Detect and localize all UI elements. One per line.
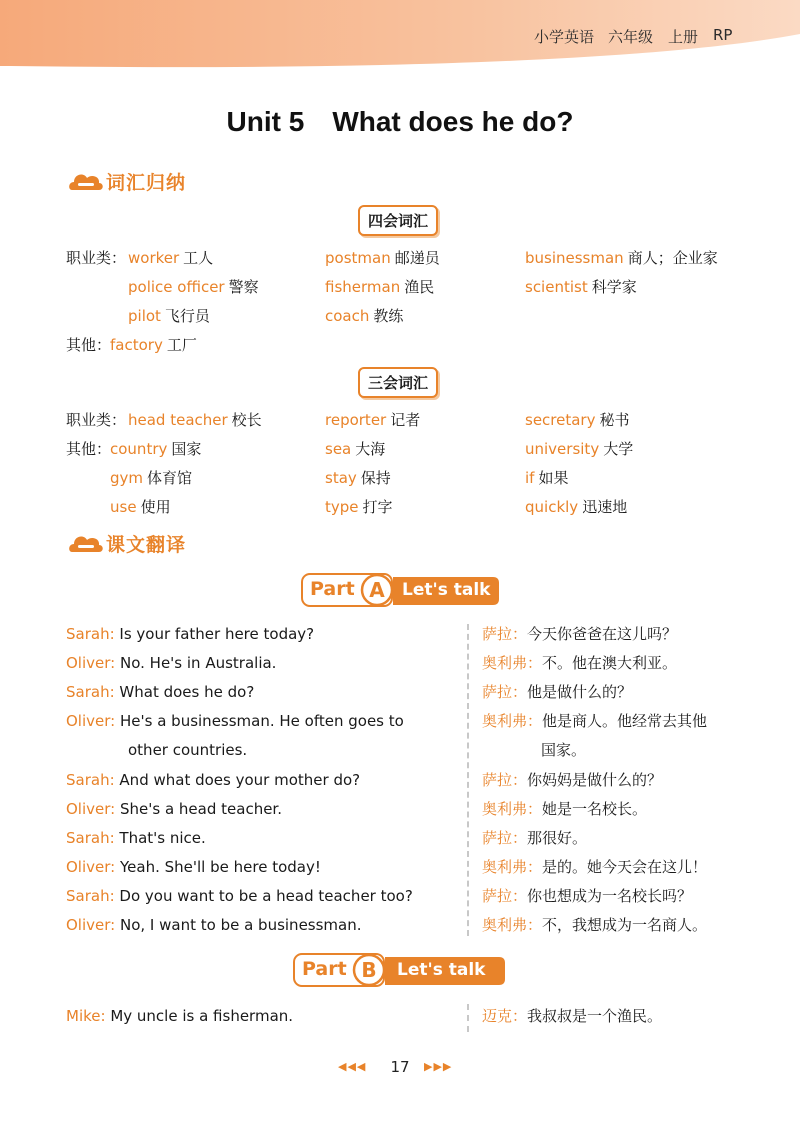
vocab-item: scientist 科学家 — [525, 278, 637, 296]
dialogue-line: Sarah: That's nice. — [66, 829, 206, 847]
part-b-banner — [293, 951, 507, 989]
section-translation — [68, 530, 268, 560]
category-jobs: 职业类： — [66, 411, 127, 429]
vocab-item: coach 教练 — [325, 307, 404, 325]
vocab-item: head teacher 校长 — [128, 411, 262, 429]
part-a-word: Part — [310, 578, 355, 600]
page-number: 17 — [390, 1058, 410, 1076]
vocab-item: fisherman 渔民 — [325, 278, 435, 296]
vocab-item: postman 邮递员 — [325, 249, 440, 267]
vocab-item: quickly 迅速地 — [525, 498, 628, 516]
dialogue-line: Oliver: Yeah. She'll be here today! — [66, 858, 321, 876]
dialogue-translation: 奥利弗：他是商人。他经常去其他 — [482, 712, 708, 730]
category-jobs: 职业类： — [66, 249, 127, 267]
vocab-item: businessman 商人；企业家 — [525, 249, 718, 267]
dialogue-translation: 奥利弗：不。他在澳大利亚。 — [482, 654, 678, 672]
dialogue-line: Sarah: Is your father here today? — [66, 625, 315, 643]
section-vocabulary — [68, 168, 268, 198]
dialogue-translation: 萨拉：你妈妈是做什么的？ — [482, 771, 663, 789]
part-a-letter: A — [369, 578, 385, 602]
dialogue-translation: 萨拉：今天你爸爸在这儿吗？ — [482, 625, 678, 643]
column-divider — [467, 624, 469, 936]
dialogue-translation: 迈克：我叔叔是一个渔民。 — [482, 1007, 663, 1025]
dialogue-line: Mike: My uncle is a fisherman. — [66, 1007, 294, 1025]
previous-arrows-icon: ◀◀◀ — [338, 1060, 367, 1073]
header-edition: RP — [713, 26, 733, 44]
dialogue-line: Oliver: He's a businessman. He often goes to — [66, 712, 404, 730]
part-a-banner — [301, 571, 501, 609]
header-volume: 上册 — [668, 28, 699, 46]
vocab-item: police officer 警察 — [128, 278, 259, 296]
header-grade: 六年级 — [608, 28, 654, 46]
section-translation-label: 课文翻译 — [106, 534, 187, 556]
vocab-item: university 大学 — [525, 440, 634, 458]
category-other: 其他： — [66, 336, 112, 354]
cloud-icon — [68, 168, 104, 194]
dialogue-translation: 萨拉：那很好。 — [482, 829, 588, 847]
vocab-item: sea 大海 — [325, 440, 386, 458]
dialogue-translation: 奥利弗：她是一名校长。 — [482, 800, 648, 818]
column-divider — [467, 1004, 469, 1032]
section-vocabulary-label: 词汇归纳 — [106, 172, 187, 194]
next-arrows-icon: ▶▶▶ — [424, 1060, 453, 1073]
dialogue-line: Sarah: And what does your mother do? — [66, 771, 361, 789]
vocab-item: type 打字 — [325, 498, 393, 516]
page-title — [0, 106, 800, 138]
cloud-icon — [68, 530, 104, 556]
vocab-item: secretary 秘书 — [525, 411, 630, 429]
part-b-word: Part — [302, 958, 347, 980]
dialogue-translation: 奥利弗：是的。她今天会在这儿！ — [482, 858, 708, 876]
four-skill-vocab-label: 四会词汇 — [358, 205, 438, 236]
vocab-item: use 使用 — [110, 498, 171, 516]
category-other: 其他： — [66, 440, 112, 458]
dialogue-line: Oliver: She's a head teacher. — [66, 800, 282, 818]
vocab-item: stay 保持 — [325, 469, 391, 487]
vocab-item: if 如果 — [525, 469, 569, 487]
dialogue-line: Sarah: Do you want to be a head teacher too? — [66, 887, 413, 905]
part-b-title: Let's talk — [397, 960, 486, 980]
part-b-letter: B — [361, 958, 377, 982]
dialogue-translation: 奥利弗：不，我想成为一名商人。 — [482, 916, 708, 934]
unit-number: Unit 5 — [226, 106, 305, 137]
vocab-item: country 国家 — [110, 440, 202, 458]
header-subject: 小学英语 — [534, 28, 595, 46]
dialogue-line: Oliver: No. He's in Australia. — [66, 654, 277, 672]
vocab-item: gym 体育馆 — [110, 469, 193, 487]
vocab-item: reporter 记者 — [325, 411, 421, 429]
three-skill-vocab-label: 三会词汇 — [358, 367, 438, 398]
dialogue-translation-continuation: 国家。 — [541, 741, 587, 759]
vocab-item: worker 工人 — [128, 249, 214, 267]
dialogue-translation: 萨拉：他是做什么的？ — [482, 683, 633, 701]
dialogue-translation: 萨拉：你也想成为一名校长吗？ — [482, 887, 693, 905]
vocab-item: pilot 飞行员 — [128, 307, 210, 325]
unit-question: What does he do? — [332, 106, 574, 137]
part-a-title: Let's talk — [402, 580, 491, 600]
vocab-item: factory 工厂 — [110, 336, 197, 354]
dialogue-line: Oliver: No, I want to be a businessman. — [66, 916, 362, 934]
dialogue-line: Sarah: What does he do? — [66, 683, 255, 701]
dialogue-line-continuation: other countries. — [128, 741, 248, 759]
